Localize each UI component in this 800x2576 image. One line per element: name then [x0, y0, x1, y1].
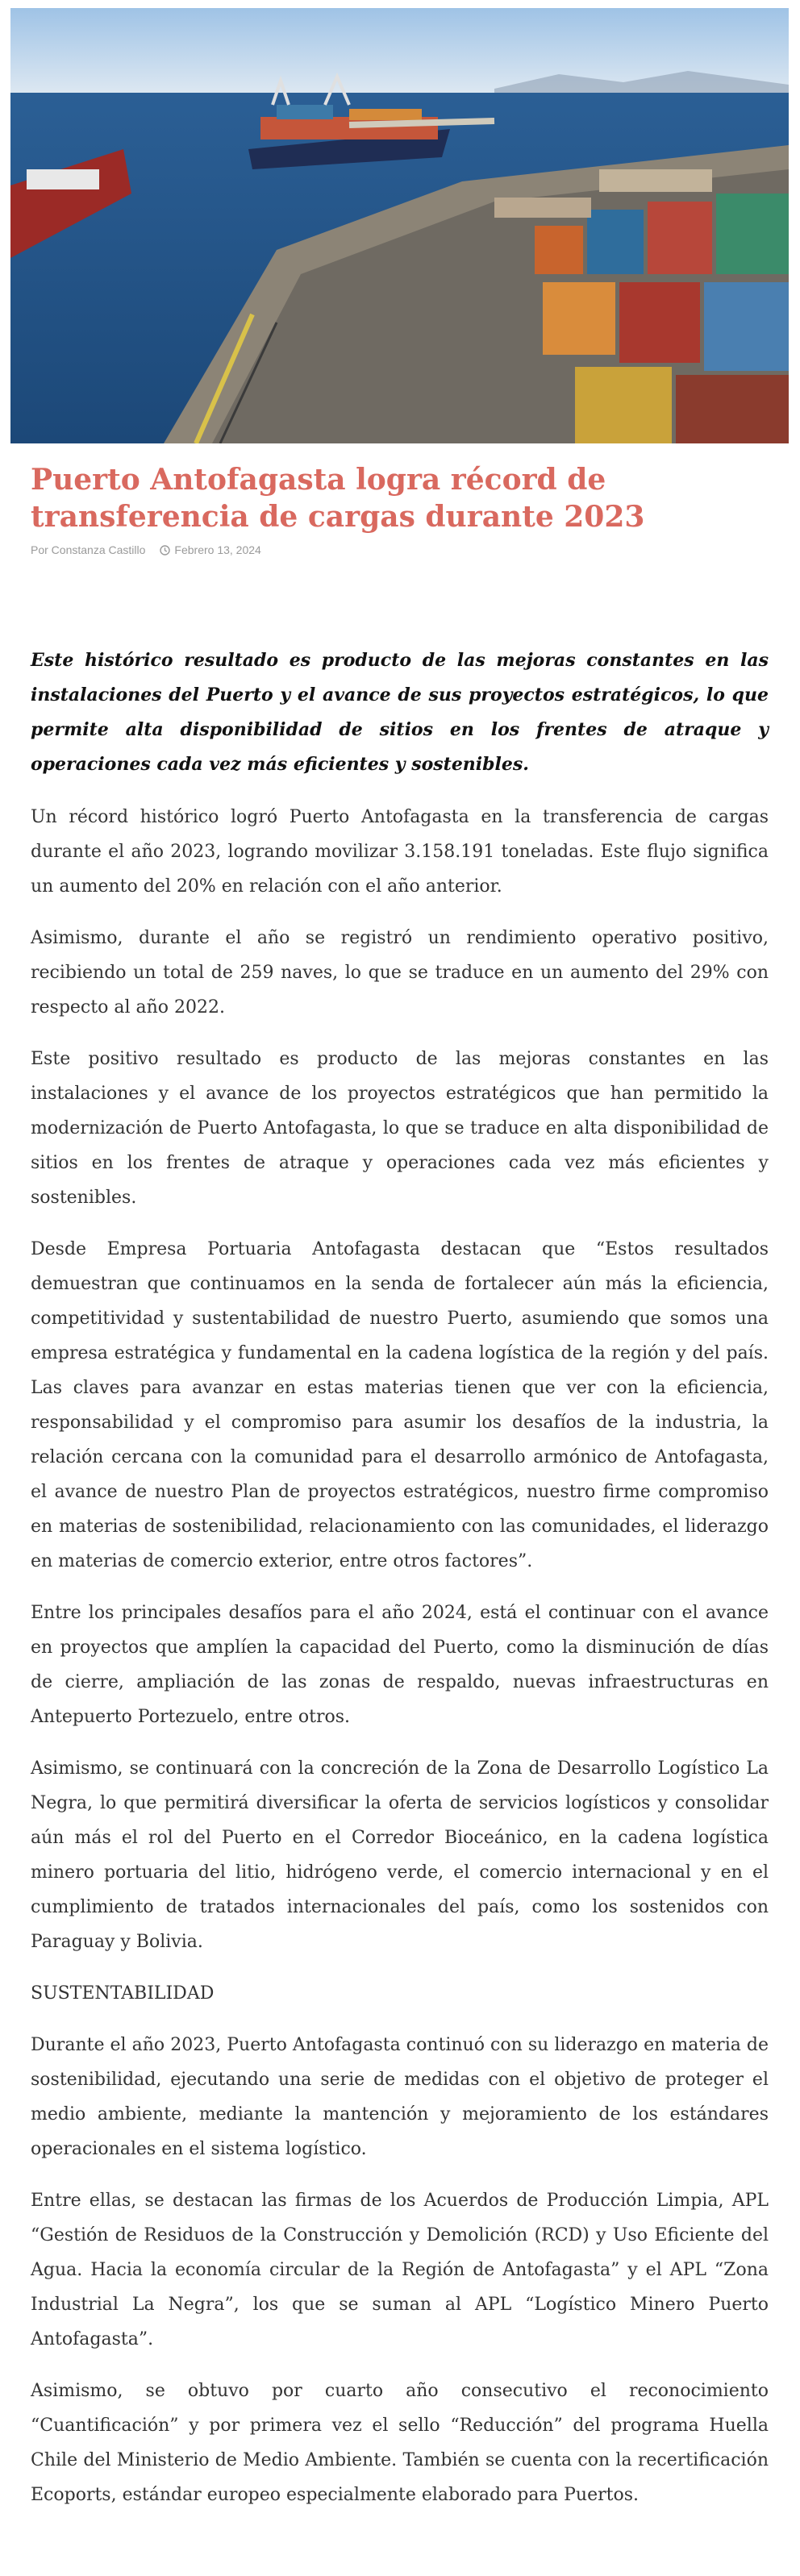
publish-date-text: Febrero 13, 2024	[174, 543, 261, 556]
author-byline[interactable]: Por Constanza Castillo	[31, 543, 146, 556]
article-lead: Este histórico resultado es producto de las mejoras constantes en las instalaciones del Puerto y el avance de sus proyectos estratégicos, lo que permite alta disponibilidad de sitios en los frentes de atraque y operaciones cada vez más eficientes y sostenibles.	[31, 650, 769, 775]
article-meta	[31, 543, 261, 556]
hero-image	[10, 8, 789, 443]
article-body	[31, 643, 769, 2529]
body-paragraph: Durante el año 2023, Puerto Antofagasta continuó con su liderazgo en materia de sostenibilidad, ejecutando una serie de medidas con el objetivo de proteger el medio ambiente, mediante la mantención y mejoramiento de los estándares operacionales en el sistema logístico.	[31, 2035, 769, 2159]
body-paragraph: Entre los principales desafíos para el año 2024, está el continuar con el avance en proyectos que amplíen la capacidad del Puerto, como la disminución de días de cierre, ampliación de las zonas de respaldo, nuevas infraestructuras en Antepuerto Portezuelo, entre otros.	[31, 1603, 769, 1727]
publish-date	[160, 543, 260, 556]
body-paragraph: Desde Empresa Portuaria Antofagasta destacan que “Estos resultados demuestran que continuamos en la senda de fortalecer aún más la eficiencia, competitividad y sustentabilidad de nuestro Puerto, asumiendo que somos una empresa estratégica y fundamental en la cadena logística de la región y del país. Las claves para avanzar en estas materias tienen que ver con la eficiencia, responsabilidad y el compromiso para asumir los desafíos de la industria, la relación cercana con la comunidad para el desarrollo armónico de Antofagasta, el avance de nuestro Plan de proyectos estratégicos, nuestro firme compromiso en materias de sostenibilidad, relacionamiento con las comunidades, el liderazgo en materias de comercio exterior, entre otros factores”.	[31, 1239, 769, 1571]
body-paragraph: Un récord histórico logró Puerto Antofagasta en la transferencia de cargas durante el año 2023, logrando movilizar 3.158.191 toneladas. Este flujo significa un aumento del 20% en relación con el año anterior.	[31, 807, 769, 897]
body-paragraph: Asimismo, durante el año se registró un rendimiento operativo positivo, recibiendo un total de 259 naves, lo que se traduce en un aumento del 29% con respecto al año 2022.	[31, 928, 769, 1017]
section-heading: SUSTENTABILIDAD	[31, 1983, 215, 2004]
body-paragraph: Asimismo, se continuará con la concreción de la Zona de Desarrollo Logístico La Negra, lo que permitirá diversificar la oferta de servicios logísticos y consolidar aún más el rol del Puerto en el Corredor Bioceánico, en la cadena logística minero portuaria del litio, hidrógeno verde, el comercio internacional y en el cumplimiento de tratados internacionales del país, como los sostenidos con Paraguay y Bolivia.	[31, 1758, 769, 1952]
body-paragraph: Este positivo resultado es producto de las mejoras constantes en las instalaciones y el avance de los proyectos estratégicos que han permitido la modernización de Puerto Antofagasta, lo que se traduce en alta disponibilidad de sitios en los frentes de atraque y operaciones cada vez más eficientes y sostenibles.	[31, 1049, 769, 1208]
clock-icon	[160, 545, 170, 556]
article-title: Puerto Antofagasta logra récord de transferencia de cargas durante 2023	[31, 463, 645, 534]
body-paragraph: Entre ellas, se destacan las firmas de los Acuerdos de Producción Limpia, APL “Gestión de Residuos de la Construcción y Demolición (RCD) y Uso Eficiente del Agua. Hacia la economía circular de la Región de Antofagasta” y el APL “Zona Industrial La Negra”, los que se suman al APL “Logístico Minero Puerto Antofagasta”.	[31, 2191, 769, 2349]
body-paragraph: Asimismo, se obtuvo por cuarto año consecutivo el reconocimiento “Cuantificación” y por primera vez el sello “Reducción” del programa Huella Chile del Ministerio de Medio Ambiente. También se cuenta con la recertificación Ecoports, estándar europeo especialmente elaborado para Puertos.	[31, 2381, 769, 2505]
